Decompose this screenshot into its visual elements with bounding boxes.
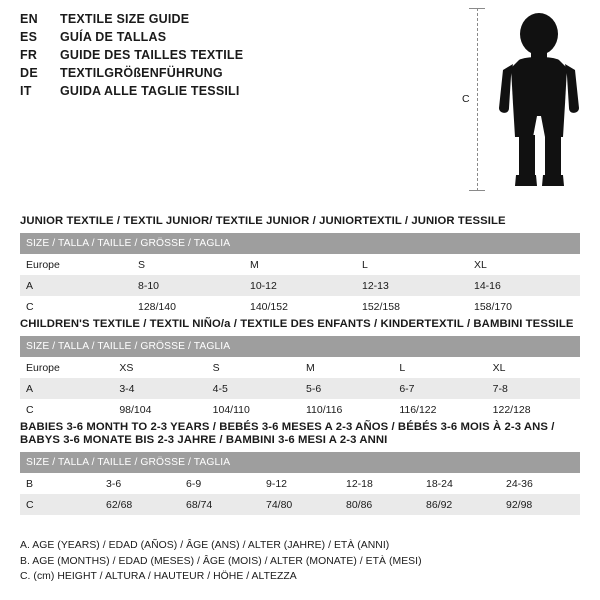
row-label: A: [20, 275, 132, 296]
table-header-row: [20, 233, 580, 254]
measure-cap-bottom: [469, 190, 485, 191]
table-header-label: SIZE / TALLA / TAILLE / GRÖSSE / TAGLIA: [20, 233, 580, 254]
cell: 116/122: [393, 399, 486, 420]
cell: 4-5: [207, 378, 300, 399]
cell: 152/158: [356, 296, 468, 317]
row-label: B: [20, 473, 100, 494]
guide-title: TEXTILE SIZE GUIDE: [60, 12, 190, 26]
cell: 86/92: [420, 494, 500, 515]
measure-line: [477, 8, 478, 191]
cell: XS: [113, 357, 206, 378]
guide-title: TEXTILGRÖßENFÜHRUNG: [60, 66, 223, 80]
guide-title: GUÍA DE TALLAS: [60, 30, 167, 44]
guide-title: GUIDE DES TAILLES TEXTILE: [60, 48, 244, 62]
cell: 18-24: [420, 473, 500, 494]
cell: 80/86: [340, 494, 420, 515]
cell: 5-6: [300, 378, 393, 399]
cell: 12-13: [356, 275, 468, 296]
language-code: FR: [20, 48, 38, 62]
cell: L: [356, 254, 468, 275]
table-header-label: SIZE / TALLA / TAILLE / GRÖSSE / TAGLIA: [20, 336, 580, 357]
cell: 128/140: [132, 296, 244, 317]
header-row: [20, 48, 450, 66]
row-label: C: [20, 399, 113, 420]
cell: S: [132, 254, 244, 275]
table-row: [20, 378, 580, 399]
row-label: C: [20, 494, 100, 515]
junior-size-table: [20, 233, 580, 317]
header-row: [20, 12, 450, 30]
cell: XL: [468, 254, 580, 275]
language-code: DE: [20, 66, 38, 80]
height-measure-figure: [455, 8, 590, 193]
child-silhouette-icon: [489, 12, 589, 197]
section-children-textile: [20, 318, 580, 420]
cell: S: [207, 357, 300, 378]
header-titles: [20, 12, 450, 102]
table-row: [20, 357, 580, 378]
cell: 104/110: [207, 399, 300, 420]
language-code: ES: [20, 30, 38, 44]
cell: XL: [487, 357, 580, 378]
cell: 158/170: [468, 296, 580, 317]
cell: 10-12: [244, 275, 356, 296]
header-row: [20, 66, 450, 84]
language-code: IT: [20, 84, 32, 98]
header-row: [20, 30, 450, 48]
cell: 8-10: [132, 275, 244, 296]
section-title: CHILDREN'S TEXTILE / TEXTIL NIÑO/a / TEXTILE DES ENFANTS / KINDERTEXTIL / BAMBINI TESSILE: [20, 318, 574, 330]
row-label: Europe: [20, 254, 132, 275]
row-label: A: [20, 378, 113, 399]
cell: M: [300, 357, 393, 378]
cell: M: [244, 254, 356, 275]
section-junior-textile: [20, 215, 580, 317]
cell: 24-36: [500, 473, 580, 494]
table-row: [20, 296, 580, 317]
table-row: [20, 494, 580, 515]
cell: 14-16: [468, 275, 580, 296]
footnote-c: C. (cm) HEIGHT / ALTURA / HAUTEUR / HÖHE / ALTEZZA: [20, 571, 297, 582]
cell: 62/68: [100, 494, 180, 515]
table-row: [20, 254, 580, 275]
section-title: JUNIOR TEXTILE / TEXTIL JUNIOR/ TEXTILE JUNIOR / JUNIORTEXTIL / JUNIOR TESSILE: [20, 215, 506, 227]
cell: 6-9: [180, 473, 260, 494]
table-row: [20, 473, 580, 494]
footnotes: [20, 538, 580, 585]
measure-label-c: C: [462, 93, 470, 105]
table-row: [20, 275, 580, 296]
footnote-b: B. AGE (MONTHS) / EDAD (MESES) / ÂGE (MOIS) / ALTER (MONATE) / ETÀ (MESI): [20, 555, 422, 567]
cell: L: [393, 357, 486, 378]
row-label: Europe: [20, 357, 113, 378]
section-babies-textile: [20, 421, 580, 515]
cell: 7-8: [487, 378, 580, 399]
cell: 12-18: [340, 473, 420, 494]
cell: 122/128: [487, 399, 580, 420]
cell: 74/80: [260, 494, 340, 515]
table-header-row: [20, 452, 580, 473]
language-code: EN: [20, 12, 38, 26]
cell: 68/74: [180, 494, 260, 515]
footnote-a: A. AGE (YEARS) / EDAD (AÑOS) / ÂGE (ANS) / ALTER (JAHRE) / ETÀ (ANNI): [20, 540, 390, 551]
table-header-row: [20, 336, 580, 357]
cell: 6-7: [393, 378, 486, 399]
table-header-label: SIZE / TALLA / TAILLE / GRÖSSE / TAGLIA: [20, 452, 580, 473]
table-row: [20, 399, 580, 420]
babies-size-table: [20, 452, 580, 515]
header-row: [20, 84, 450, 102]
cell: 9-12: [260, 473, 340, 494]
cell: 3-4: [113, 378, 206, 399]
row-label: C: [20, 296, 132, 317]
cell: 3-6: [100, 473, 180, 494]
section-title: BABIES 3-6 MONTH TO 2-3 YEARS / BEBÉS 3-6 MESES A 2-3 AÑOS / BÉBÉS 3-6 MOIS À 2-3 ANS / BABYS 3-6 MONATE BIS 2-3 JAHRE / BAMBINI 3-6 MESI A 2-3 ANNI: [20, 421, 555, 446]
cell: 98/104: [113, 399, 206, 420]
cell: 110/116: [300, 399, 393, 420]
cell: 140/152: [244, 296, 356, 317]
children-size-table: [20, 336, 580, 420]
cell: 92/98: [500, 494, 580, 515]
guide-title: GUIDA ALLE TAGLIE TESSILI: [60, 84, 240, 98]
